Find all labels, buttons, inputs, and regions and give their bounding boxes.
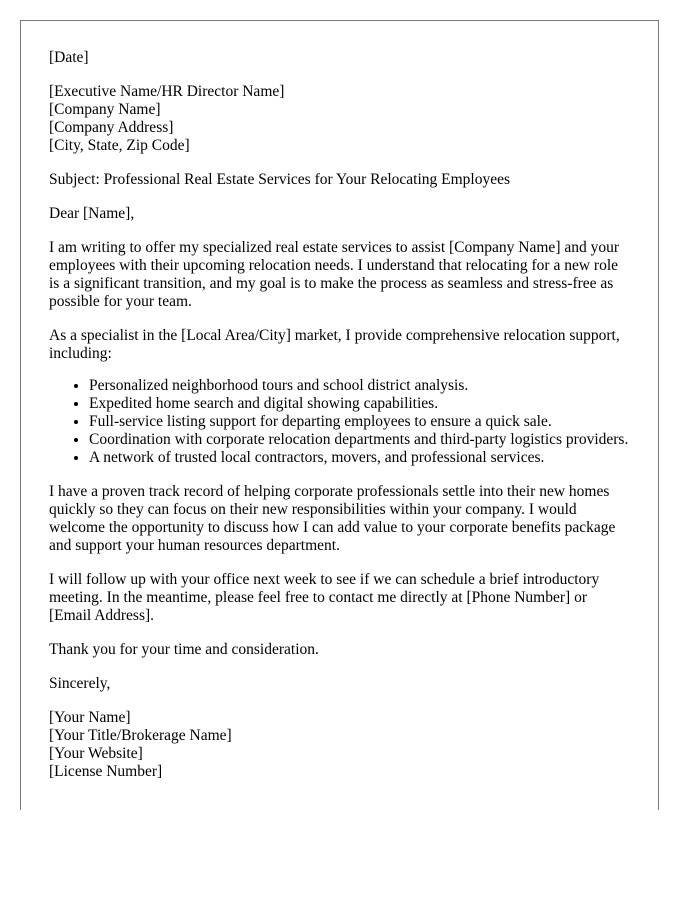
follow-up-paragraph: I will follow up with your office next week to see if we can schedule a brief introductory meeting. In the meantime, please feel free to contact me directly at [Phone Number] or [Email Address].: [49, 571, 600, 624]
subject-line: Subject: Professional Real Estate Services for Your Relocating Employees: [49, 171, 511, 188]
salutation: Dear [Name],: [49, 205, 135, 222]
signature-block: [49, 709, 630, 781]
thanks-paragraph: Thank you for your time and consideration.: [49, 641, 319, 658]
date-block: [49, 49, 630, 67]
letter-body: [49, 49, 630, 781]
letter-page: [20, 20, 659, 810]
recipient-address-block: [49, 83, 630, 155]
signature-title-brokerage: [Your Title/Brokerage Name]: [49, 727, 232, 744]
signature-website: [Your Website]: [49, 745, 143, 762]
list-item: • Personalized neighborhood tours and school district analysis.: [89, 377, 630, 395]
recipient-city-state-zip: [City, State, Zip Code]: [49, 137, 190, 154]
letter-date: [Date]: [49, 49, 89, 66]
services-list: [49, 377, 630, 467]
track-record-paragraph: I have a proven track record of helping corporate professionals settle into their new homes quickly so they can focus on their new responsibilities within your company. I would welcome the opportunity to discuss how I can add value to your corporate benefits package and support your human resources department.: [49, 483, 616, 554]
list-item: • Full-service listing support for departing employees to ensure a quick sale.: [89, 413, 630, 431]
recipient-address: [Company Address]: [49, 119, 174, 136]
list-item: • A network of trusted local contractors, movers, and professional services.: [89, 449, 630, 467]
signature-name: [Your Name]: [49, 709, 131, 726]
signature-license: [License Number]: [49, 763, 163, 780]
specialist-paragraph: As a specialist in the [Local Area/City] market, I provide comprehensive relocation support, including:: [49, 327, 620, 362]
list-item: • Coordination with corporate relocation departments and third-party logistics providers.: [89, 431, 630, 449]
recipient-name: [Executive Name/HR Director Name]: [49, 83, 285, 100]
recipient-company: [Company Name]: [49, 101, 161, 118]
intro-paragraph: I am writing to offer my specialized real estate services to assist [Company Name] and your employees with their upcoming relocation needs. I understand that relocating for a new role is a significant transition, and my goal is to make the process as seamless and stress-free as possible for your team.: [49, 239, 620, 310]
list-item: • Expedited home search and digital showing capabilities.: [89, 395, 630, 413]
closing: Sincerely,: [49, 675, 111, 692]
